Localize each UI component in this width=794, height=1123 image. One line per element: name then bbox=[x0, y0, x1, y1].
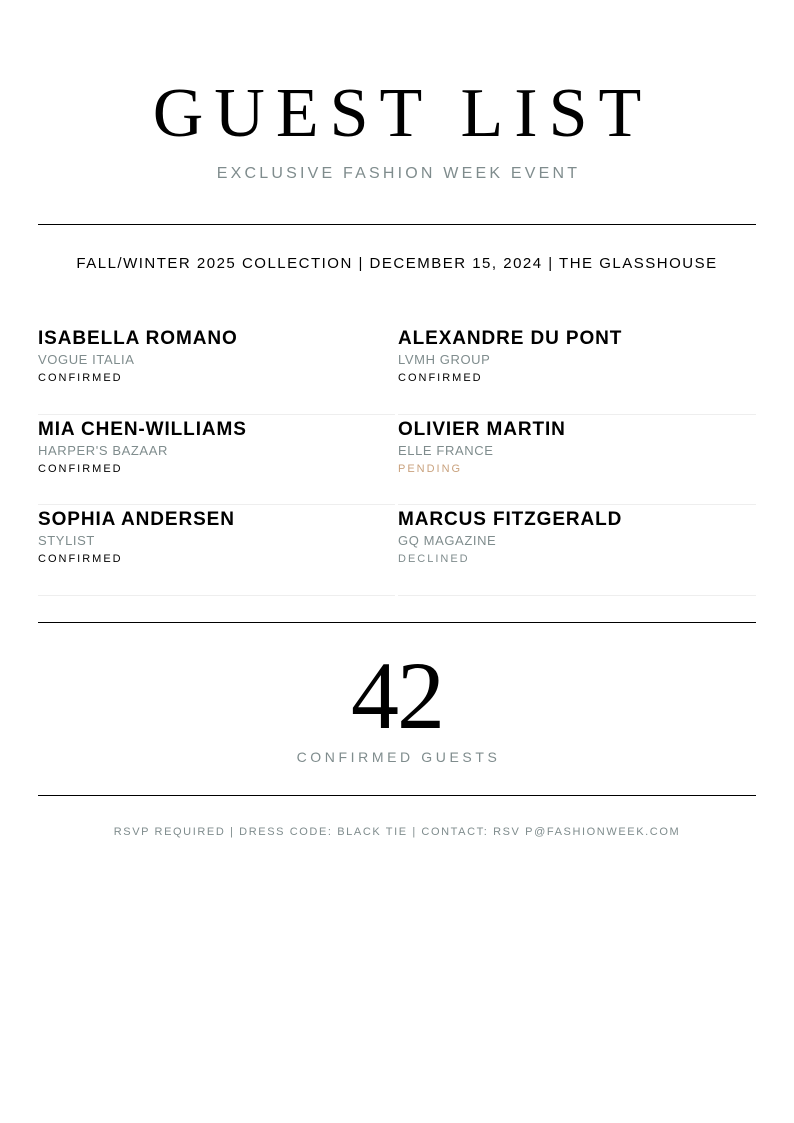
guest-status: PENDING bbox=[398, 462, 463, 475]
summary-bottom-divider bbox=[38, 795, 756, 796]
guest-organization: GQ MAGAZINE bbox=[398, 533, 497, 548]
guest-card bbox=[38, 415, 395, 506]
guest-organization: VOGUE ITALIA bbox=[38, 352, 135, 367]
guest-card bbox=[398, 415, 756, 506]
guest-name: MIA CHEN-WILLIAMS bbox=[38, 418, 247, 440]
guest-name: SOPHIA ANDERSEN bbox=[38, 509, 235, 530]
guest-organization: ELLE FRANCE bbox=[398, 442, 494, 458]
guest-status: CONFIRMED bbox=[38, 372, 123, 384]
summary-top-divider bbox=[38, 622, 756, 623]
top-divider bbox=[38, 224, 756, 225]
guest-name: ALEXANDRE DU PONT bbox=[398, 328, 623, 349]
guest-card bbox=[398, 324, 756, 415]
guest-name: ISABELLA ROMANO bbox=[38, 328, 238, 349]
guest-status: DECLINED bbox=[398, 553, 470, 565]
guest-name: OLIVIER MARTIN bbox=[398, 418, 566, 440]
confirmed-count: 42 bbox=[351, 642, 443, 749]
guest-card bbox=[38, 505, 395, 596]
guest-organization: HARPER'S BAZAAR bbox=[38, 442, 168, 458]
guest-grid bbox=[38, 324, 756, 596]
guest-status: CONFIRMED bbox=[398, 372, 483, 384]
guest-status: CONFIRMED bbox=[38, 462, 123, 475]
page-subtitle: EXCLUSIVE FASHION WEEK EVENT bbox=[216, 165, 581, 182]
guest-organization: STYLIST bbox=[38, 533, 95, 548]
guest-name: MARCUS FITZGERALD bbox=[398, 509, 623, 530]
footer-info: RSVP REQUIRED | DRESS CODE: BLACK TIE | CONTACT: RSV P@FASHIONWEEK.COM bbox=[113, 826, 681, 838]
guest-status: CONFIRMED bbox=[38, 553, 123, 565]
page-title: GUEST LIST bbox=[152, 75, 653, 152]
event-details: FALL/WINTER 2025 COLLECTION | DECEMBER 15, 2024 | THE GLASSHOUSE bbox=[76, 255, 718, 272]
guest-organization: LVMH GROUP bbox=[398, 352, 491, 367]
guest-card bbox=[38, 324, 395, 415]
confirmed-count-label: CONFIRMED GUESTS bbox=[296, 749, 501, 765]
guest-card bbox=[398, 505, 756, 596]
